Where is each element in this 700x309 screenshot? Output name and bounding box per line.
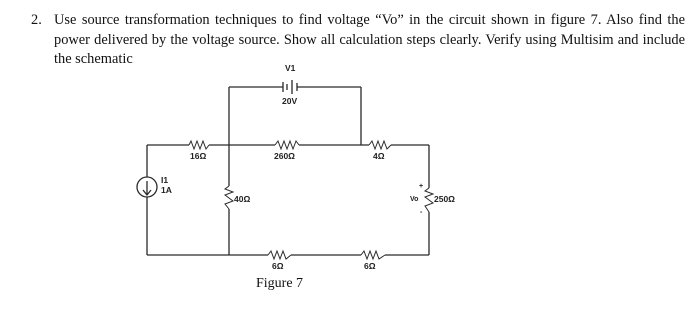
resistor-4: [369, 141, 391, 149]
resistor-6-middle: [268, 251, 291, 259]
label-r6-right: 6Ω: [364, 261, 376, 271]
question-number: 2.: [31, 12, 42, 28]
resistor-40: [225, 186, 233, 209]
voltage-source-v1: [283, 80, 297, 94]
resistor-250: [425, 188, 433, 212]
label-r16: 16Ω: [190, 151, 207, 161]
resistor-16: [189, 141, 209, 149]
question-text: Use source transformation techniques to find voltage “Vo” in the circuit shown in figure 7. Also find the power delivered by the voltage source. Show all calculation steps clearly. Verify using Multisim and include the schematic: [54, 12, 685, 67]
label-r6-middle: 6Ω: [272, 261, 284, 271]
resistor-6-right: [361, 251, 385, 259]
current-source-i1: [137, 177, 157, 197]
label-i1-name: I1: [161, 175, 169, 185]
label-r4: 4Ω: [373, 151, 385, 161]
label-v1-value: 20V: [282, 96, 298, 106]
figure-caption: Figure 7: [256, 276, 304, 291]
label-vo: Vo: [410, 196, 419, 203]
label-r40: 40Ω: [234, 194, 251, 204]
label-r260: 260Ω: [274, 151, 295, 161]
label-vo-plus: +: [419, 183, 424, 190]
circuit-wires: [147, 87, 429, 255]
label-v1-name: V1: [285, 63, 296, 73]
label-i1-value: 1A: [161, 185, 172, 195]
label-r250: 250Ω: [434, 194, 455, 204]
resistor-260: [275, 141, 299, 149]
label-vo-minus: -: [420, 209, 423, 216]
